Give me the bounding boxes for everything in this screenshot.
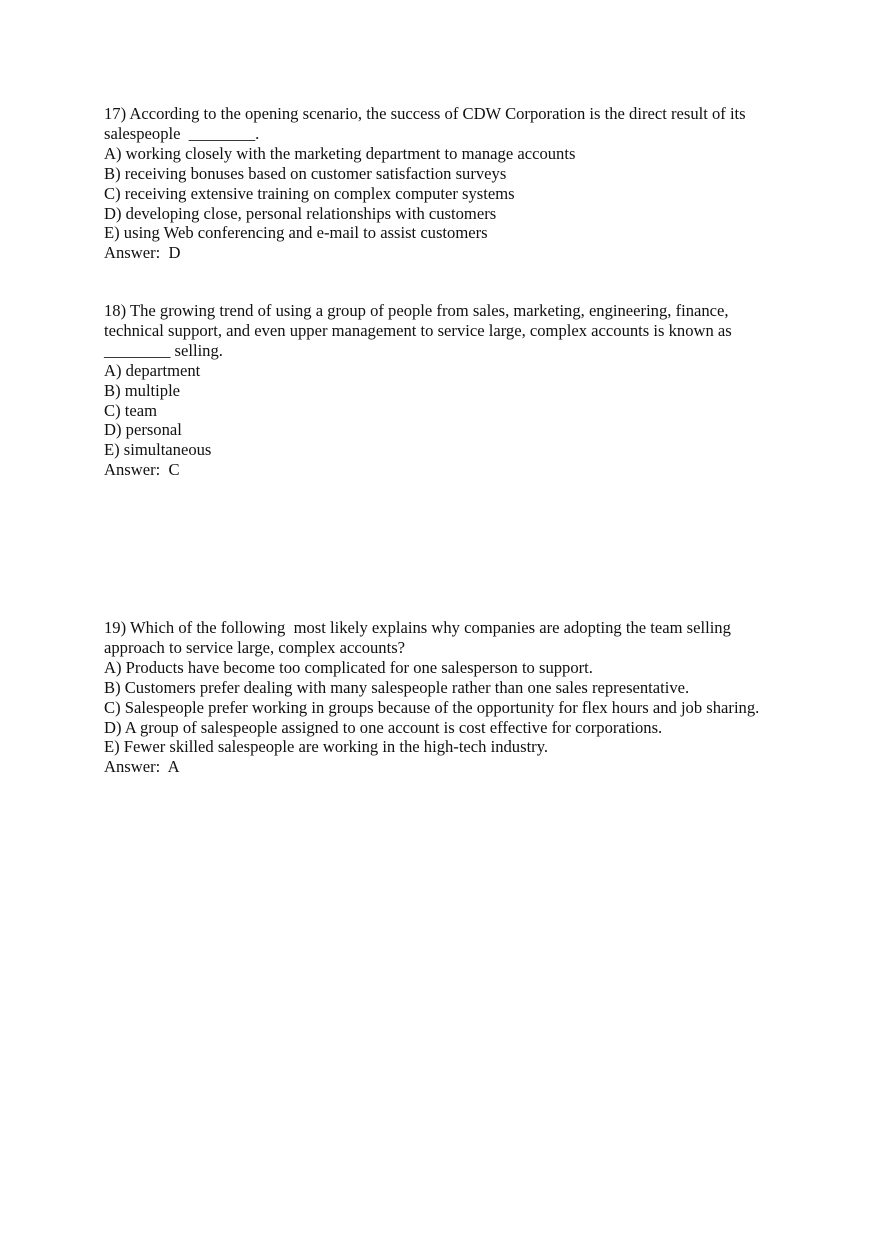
question-19 [104,618,784,777]
answer-key: Answer: C [104,460,180,480]
answer-option-d: D) developing close, personal relationships with customers [104,203,497,223]
answer-option-b: B) Customers prefer dealing with many salespeople rather than one sales representative. [104,677,690,697]
answer-option-d: D) personal [104,420,182,440]
answer-option-b: B) receiving bonuses based on customer satisfaction surveys [104,163,507,183]
answer-option-a: A) department [104,360,201,380]
answer-key: Answer: D [104,243,181,263]
question-17 [104,104,784,263]
question-stem: 19) Which of the following most likely explains why companies are adopting the team selling approach to service large, complex accounts? [104,618,736,657]
answer-option-e: E) using Web conferencing and e-mail to assist customers [104,223,488,243]
answer-option-a: A) Products have become too complicated for one salesperson to support. [104,657,593,677]
answer-option-d: D) A group of salespeople assigned to one account is cost effective for corporations. [104,717,663,737]
answer-option-c: C) team [104,400,157,420]
answer-option-e: E) Fewer skilled salespeople are working in the high-tech industry. [104,737,549,757]
question-stem: 17) According to the opening scenario, the success of CDW Corporation is the direct result of its salespeople ________. [104,104,750,143]
answer-option-c: C) receiving extensive training on complex computer systems [104,183,515,203]
answer-option-e: E) simultaneous [104,440,212,460]
answer-option-b: B) multiple [104,380,181,400]
answer-option-a: A) working closely with the marketing department to manage accounts [104,143,576,163]
answer-option-c: C) Salespeople prefer working in groups because of the opportunity for flex hours and job sharing. [104,697,760,717]
question-stem: 18) The growing trend of using a group of people from sales, marketing, engineering, finance, technical support, and even upper management to service large, complex accounts is known as ________ selling. [104,301,736,360]
answer-key: Answer: A [104,757,180,777]
question-18 [104,301,784,480]
